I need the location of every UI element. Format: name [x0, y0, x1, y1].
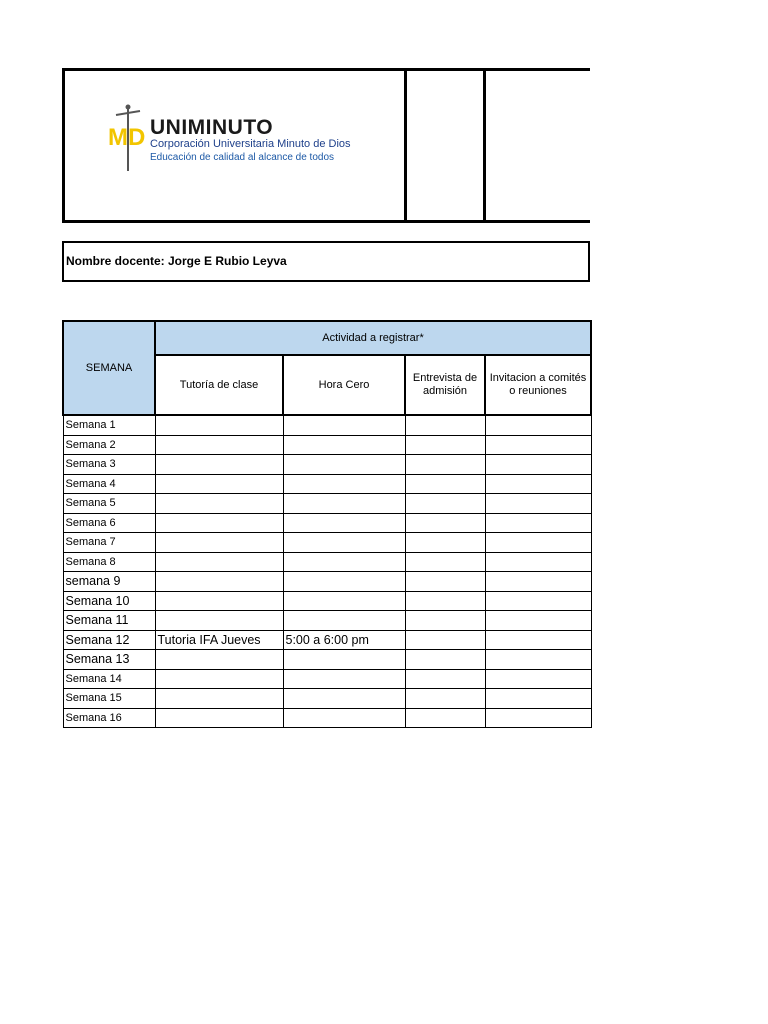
activity-table	[62, 320, 592, 728]
activity-cell[interactable]	[283, 455, 405, 475]
activity-cell[interactable]	[155, 533, 283, 553]
header-divider	[483, 68, 486, 223]
activity-cell[interactable]	[405, 708, 485, 728]
activity-cell[interactable]	[405, 552, 485, 572]
activity-cell[interactable]	[283, 513, 405, 533]
column-header: Entrevista de admisión	[405, 355, 485, 415]
week-label: Semana 3	[63, 455, 155, 475]
activity-cell[interactable]	[405, 435, 485, 455]
column-header: Invitacion a comités o reuniones	[485, 355, 591, 415]
activity-cell[interactable]	[485, 689, 591, 709]
activity-cell[interactable]	[155, 415, 283, 435]
activity-cell[interactable]	[155, 572, 283, 592]
activity-cell[interactable]	[485, 513, 591, 533]
week-label: Semana 7	[63, 533, 155, 553]
activity-cell[interactable]	[155, 591, 283, 611]
activity-cell[interactable]	[155, 435, 283, 455]
week-label: Semana 8	[63, 552, 155, 572]
activity-cell[interactable]	[155, 650, 283, 670]
table-row	[63, 611, 591, 631]
activity-cell[interactable]	[155, 455, 283, 475]
activity-cell[interactable]: Tutoria IFA Jueves	[155, 630, 283, 650]
semana-header: SEMANA	[63, 321, 155, 415]
activity-cell[interactable]: 5:00 a 6:00 pm	[283, 630, 405, 650]
activity-cell[interactable]	[155, 474, 283, 494]
table-row	[63, 630, 591, 650]
header-divider	[404, 68, 407, 223]
week-label: Semana 6	[63, 513, 155, 533]
week-label: semana 9	[63, 572, 155, 592]
week-label: Semana 13	[63, 650, 155, 670]
activity-cell[interactable]	[485, 611, 591, 631]
activity-cell[interactable]	[283, 415, 405, 435]
logo-line2: Educación de calidad al alcance de todos	[150, 152, 335, 163]
activity-cell[interactable]	[485, 708, 591, 728]
table-row	[63, 415, 591, 435]
activity-cell[interactable]	[485, 669, 591, 689]
activity-cell[interactable]	[283, 591, 405, 611]
table-row	[63, 455, 591, 475]
table-row	[63, 689, 591, 709]
activity-cell[interactable]	[283, 650, 405, 670]
activity-cell[interactable]	[155, 611, 283, 631]
docente-field[interactable]: Nombre docente: Jorge E Rubio Leyva	[62, 241, 590, 282]
activity-cell[interactable]	[283, 611, 405, 631]
activity-cell[interactable]	[155, 494, 283, 514]
activity-cell[interactable]	[485, 435, 591, 455]
column-header: Tutoría de clase	[155, 355, 283, 415]
week-label: Semana 2	[63, 435, 155, 455]
week-label: Semana 11	[63, 611, 155, 631]
activity-cell[interactable]	[485, 474, 591, 494]
activity-cell[interactable]	[283, 533, 405, 553]
activity-cell[interactable]	[405, 669, 485, 689]
table-row	[63, 708, 591, 728]
activity-cell[interactable]	[283, 435, 405, 455]
activity-cell[interactable]	[405, 689, 485, 709]
activity-cell[interactable]	[405, 630, 485, 650]
activity-cell[interactable]	[405, 591, 485, 611]
table-row	[63, 591, 591, 611]
week-label: Semana 1	[63, 415, 155, 435]
activity-cell[interactable]	[283, 689, 405, 709]
week-label: Semana 15	[63, 689, 155, 709]
logo-initials: MD	[108, 124, 146, 151]
table-row	[63, 552, 591, 572]
activity-cell[interactable]	[485, 415, 591, 435]
activity-cell[interactable]	[485, 630, 591, 650]
week-label: Semana 4	[63, 474, 155, 494]
activity-cell[interactable]	[283, 474, 405, 494]
week-label: Semana 12	[63, 630, 155, 650]
activity-cell[interactable]	[485, 552, 591, 572]
table-row	[63, 669, 591, 689]
table-row	[63, 435, 591, 455]
activity-cell[interactable]	[155, 708, 283, 728]
activity-cell[interactable]	[485, 591, 591, 611]
activity-cell[interactable]	[405, 650, 485, 670]
activity-cell[interactable]	[155, 552, 283, 572]
activity-cell[interactable]	[405, 533, 485, 553]
week-label: Semana 10	[63, 591, 155, 611]
activity-cell[interactable]	[283, 669, 405, 689]
table-row	[63, 533, 591, 553]
table-row	[63, 650, 591, 670]
activity-cell[interactable]	[405, 513, 485, 533]
activity-cell[interactable]	[405, 455, 485, 475]
activity-cell[interactable]	[155, 669, 283, 689]
activity-cell[interactable]	[485, 494, 591, 514]
week-label: Semana 5	[63, 494, 155, 514]
activity-cell[interactable]	[283, 572, 405, 592]
md-logo-icon	[108, 103, 152, 175]
table-row	[63, 494, 591, 514]
activity-cell[interactable]	[485, 533, 591, 553]
activity-cell[interactable]	[485, 572, 591, 592]
activity-cell[interactable]	[283, 494, 405, 514]
activity-cell[interactable]	[405, 415, 485, 435]
activity-cell[interactable]	[405, 611, 485, 631]
activity-cell[interactable]	[283, 552, 405, 572]
actividad-header: Actividad a registrar*	[155, 321, 591, 355]
uniminuto-logo	[108, 103, 351, 175]
activity-cell[interactable]	[485, 455, 591, 475]
activity-cell[interactable]	[485, 650, 591, 670]
table-row	[63, 572, 591, 592]
table-row	[63, 513, 591, 533]
activity-cell[interactable]	[405, 572, 485, 592]
activity-cell[interactable]	[155, 689, 283, 709]
column-header: Hora Cero	[283, 355, 405, 415]
logo-brand: UNIMINUTO	[150, 116, 274, 139]
table-row	[63, 474, 591, 494]
activity-cell[interactable]	[405, 474, 485, 494]
activity-cell[interactable]	[283, 708, 405, 728]
week-label: Semana 14	[63, 669, 155, 689]
logo-line1: Corporación Universitaria Minuto de Dios	[150, 138, 351, 150]
activity-cell[interactable]	[405, 494, 485, 514]
week-label: Semana 16	[63, 708, 155, 728]
activity-cell[interactable]	[155, 513, 283, 533]
